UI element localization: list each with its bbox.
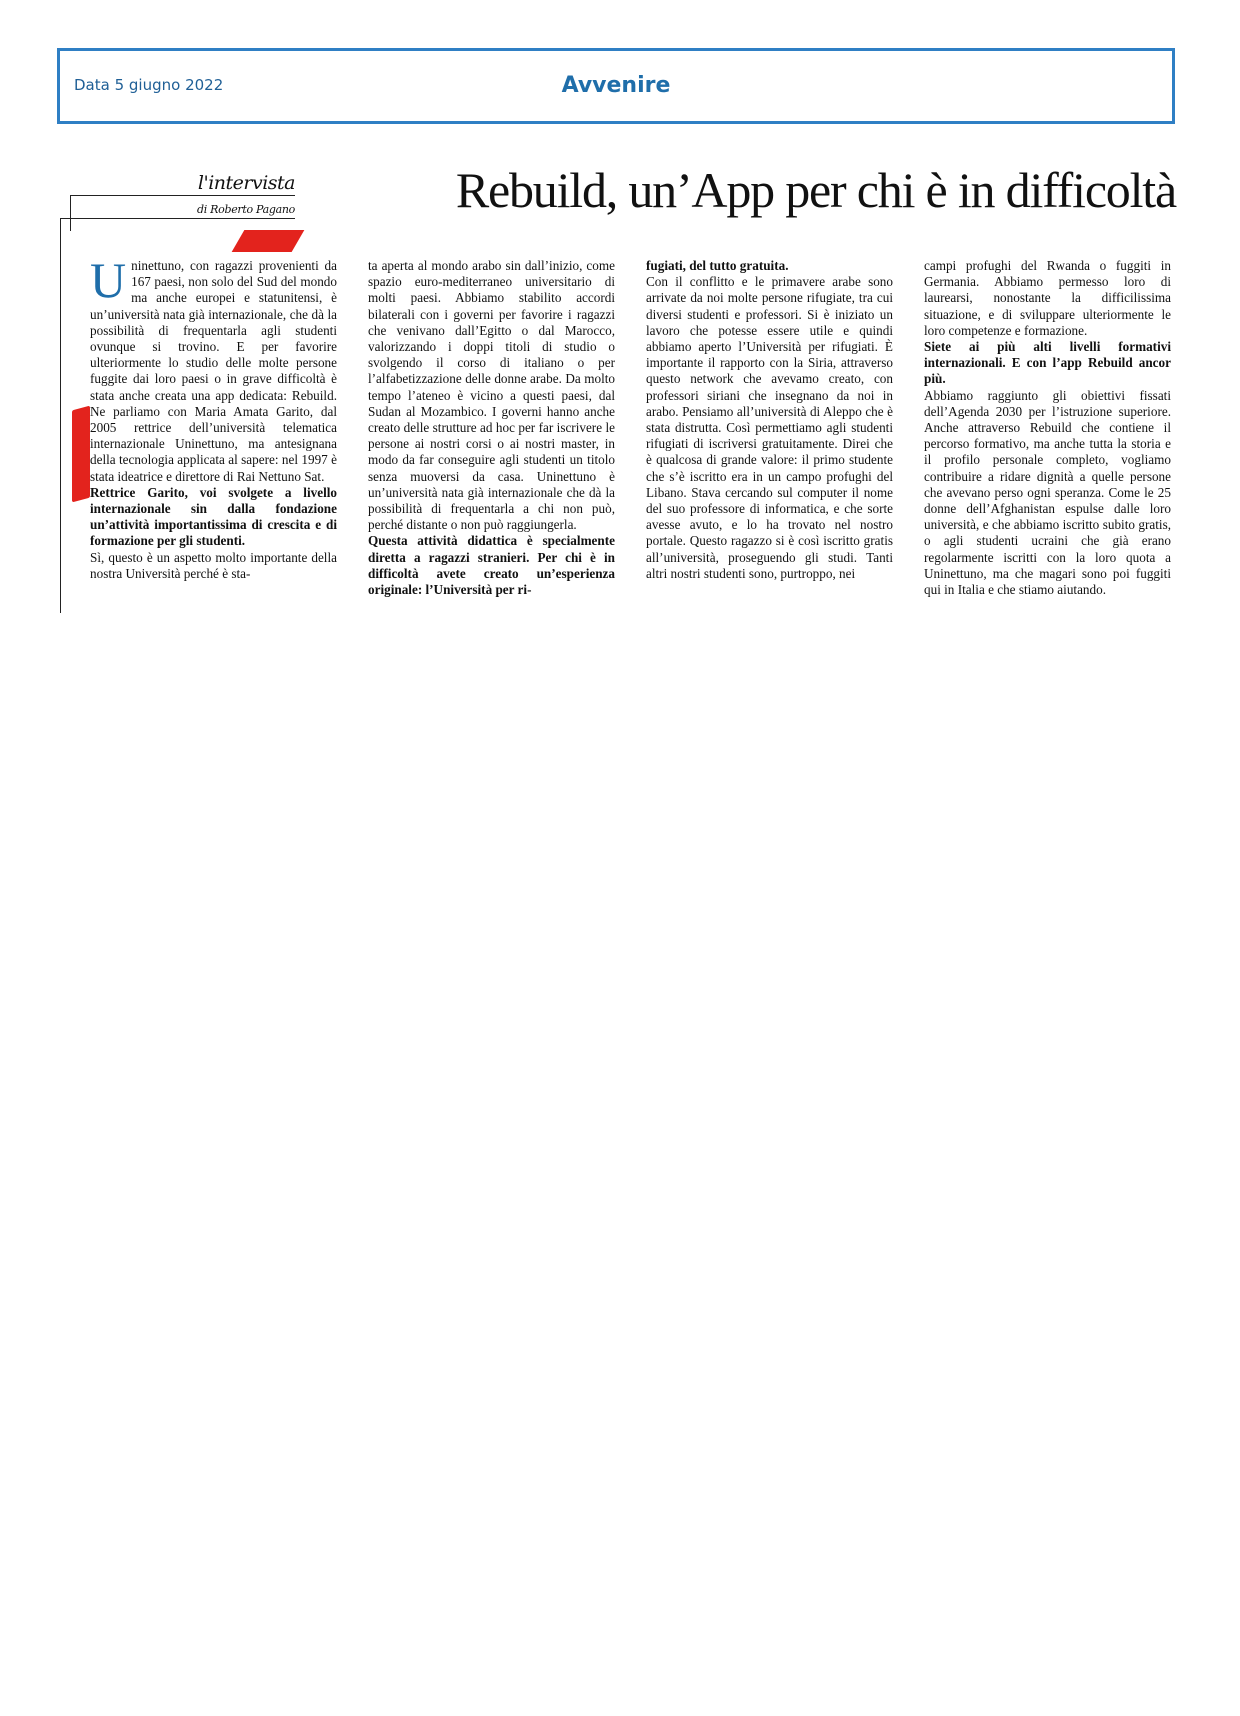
lead-text: ninettuno, con ragazzi provenienti da 167 paesi, non solo del Sud del mondo ma anche europei e statunitensi, è un’università nata già internazionale, che dà la possibilità di frequentarla agli studenti ovunque si trovino. E per favorire ulteriormente lo studio delle molte persone fuggite dai loro paesi o in grave difficoltà è stata anche creata una app dedicata: Rebuild. Ne parliamo con Maria Amata Garito, dal 2005 rettrice dell’università telematica internazionale Uninettuno, ma antesignana della tecnologia applicata al sapere: nel 1997 è stata ideatrice e direttore di Rai Nettuno Sat.: [90, 258, 337, 484]
interview-question: Questa attività didattica è specialmente diretta a ragazzi stranieri. Per chi è in difficoltà avete creato un’esperienza originale: l’Università per ri-: [368, 533, 615, 598]
publication-date: Data 5 giugno 2022: [74, 76, 224, 94]
decorative-rule: [60, 218, 295, 219]
article-column-2: [368, 258, 615, 598]
author-byline: di Roberto Pagano: [197, 203, 295, 216]
interview-answer: Con il conflitto e le primavere arabe sono arrivate da noi molte persone rifugiate, tra cui diversi studenti e professori. Si è iniziato un lavoro che potesse essere utile e quindi abbiamo aperto l’Università per rifugiati. È importante il rapporto con la Siria, attraverso questo network che avevamo creato, con professori siriani che insegnano da noi in arabo. Pensiamo all’università di Aleppo che è stata distrutta. Così permettiamo agli studenti rifugiati di iscriversi gratuitamente. Direi che è qualcosa di grande valore: il primo studente che s’è iscritto era in un campo profughi del Libano. Stava cercando sul computer il nome del suo professore di informatica, e che sorte avesse avuto, e lo ha trovato nel nostro portale. Questo ragazzo si è così iscritto gratis all’università, proseguendo gli studi. Tanti altri nostri studenti sono, purtroppo, nei: [646, 274, 893, 581]
interview-answer: ta aperta al mondo arabo sin dall’inizio, come spazio euro-mediterraneo universitario di molti paesi. Abbiamo stabilito accordi bilaterali con i governi per favorire i ragazzi che venivano dall’Egitto o dal Marocco, valorizzando i doppi titoli di studio o svolgendo il corso di italiano o per l’alfabetizzazione delle donne arabe. Da molto tempo l’ateneo è vicino a questi paesi, dal Sudan al Mozambico. I governi hanno anche creato delle strutture ad hoc per far iscrivere le persone ai nostri corsi o ai nostri master, in modo da far conseguire agli studenti un titolo senza muoversi da casa. Uninettuno è un’università nata già internazionale che dà la possibilità di frequentarla a chi non può, perché distante o non può raggiungerla.: [368, 258, 615, 533]
lead-paragraph: [90, 252, 337, 485]
section-kicker: l'intervista: [197, 172, 295, 194]
decorative-rule: [60, 218, 61, 613]
red-accent-mark: [72, 406, 90, 503]
article-headline: Rebuild, un’App per chi è in difficoltà: [455, 162, 1176, 218]
article-column-3: [646, 258, 893, 582]
red-accent-mark: [232, 230, 305, 252]
interview-question: Rettrice Garito, voi svolgete a livello internazionale sin dalla fondazione un’attività importantissima di crescita e di formazione per gli studenti.: [90, 484, 337, 549]
decorative-rule: [70, 195, 71, 231]
drop-cap: U: [90, 252, 127, 308]
interview-question: Siete ai più alti livelli formativi internazionali. E con l’app Rebuild ancor più.: [924, 339, 1171, 387]
interview-answer: Sì, questo è un aspetto molto importante della nostra Università perché è sta-: [90, 549, 337, 581]
decorative-rule: [70, 195, 295, 196]
article-column-4: [924, 258, 1171, 598]
newspaper-name: Avvenire: [561, 73, 671, 98]
interview-answer: campi profughi del Rwanda o fuggiti in Germania. Abbiamo permesso loro di laurearsi, nonostante la difficilissima situazione, e di sviluppare ulteriormente le loro competenze e formazione.: [924, 258, 1171, 338]
article-column-1: [90, 252, 337, 582]
interview-question: fugiati, del tutto gratuita.: [646, 258, 789, 273]
newspaper-header: [57, 48, 1175, 124]
interview-answer: Abbiamo raggiunto gli obiettivi fissati dell’Agenda 2030 per l’istruzione superiore. Anche attraverso Rebuild che contiene il percorso formativo, ma anche tutta la storia e il profilo personale completo, vogliamo contribuire a ridare dignità a quelle persone che avevano perso ogni speranza. Come le 25 donne dell’Afghanistan espulse dalle loro università, e che abbiamo iscritto subito gratis, o agli studenti ucraini che già erano regolarmente iscritti con la loro quota a Uninettuno, ma che magari sono poi fuggiti qui in Italia e che stiamo aiutando.: [924, 387, 1171, 598]
